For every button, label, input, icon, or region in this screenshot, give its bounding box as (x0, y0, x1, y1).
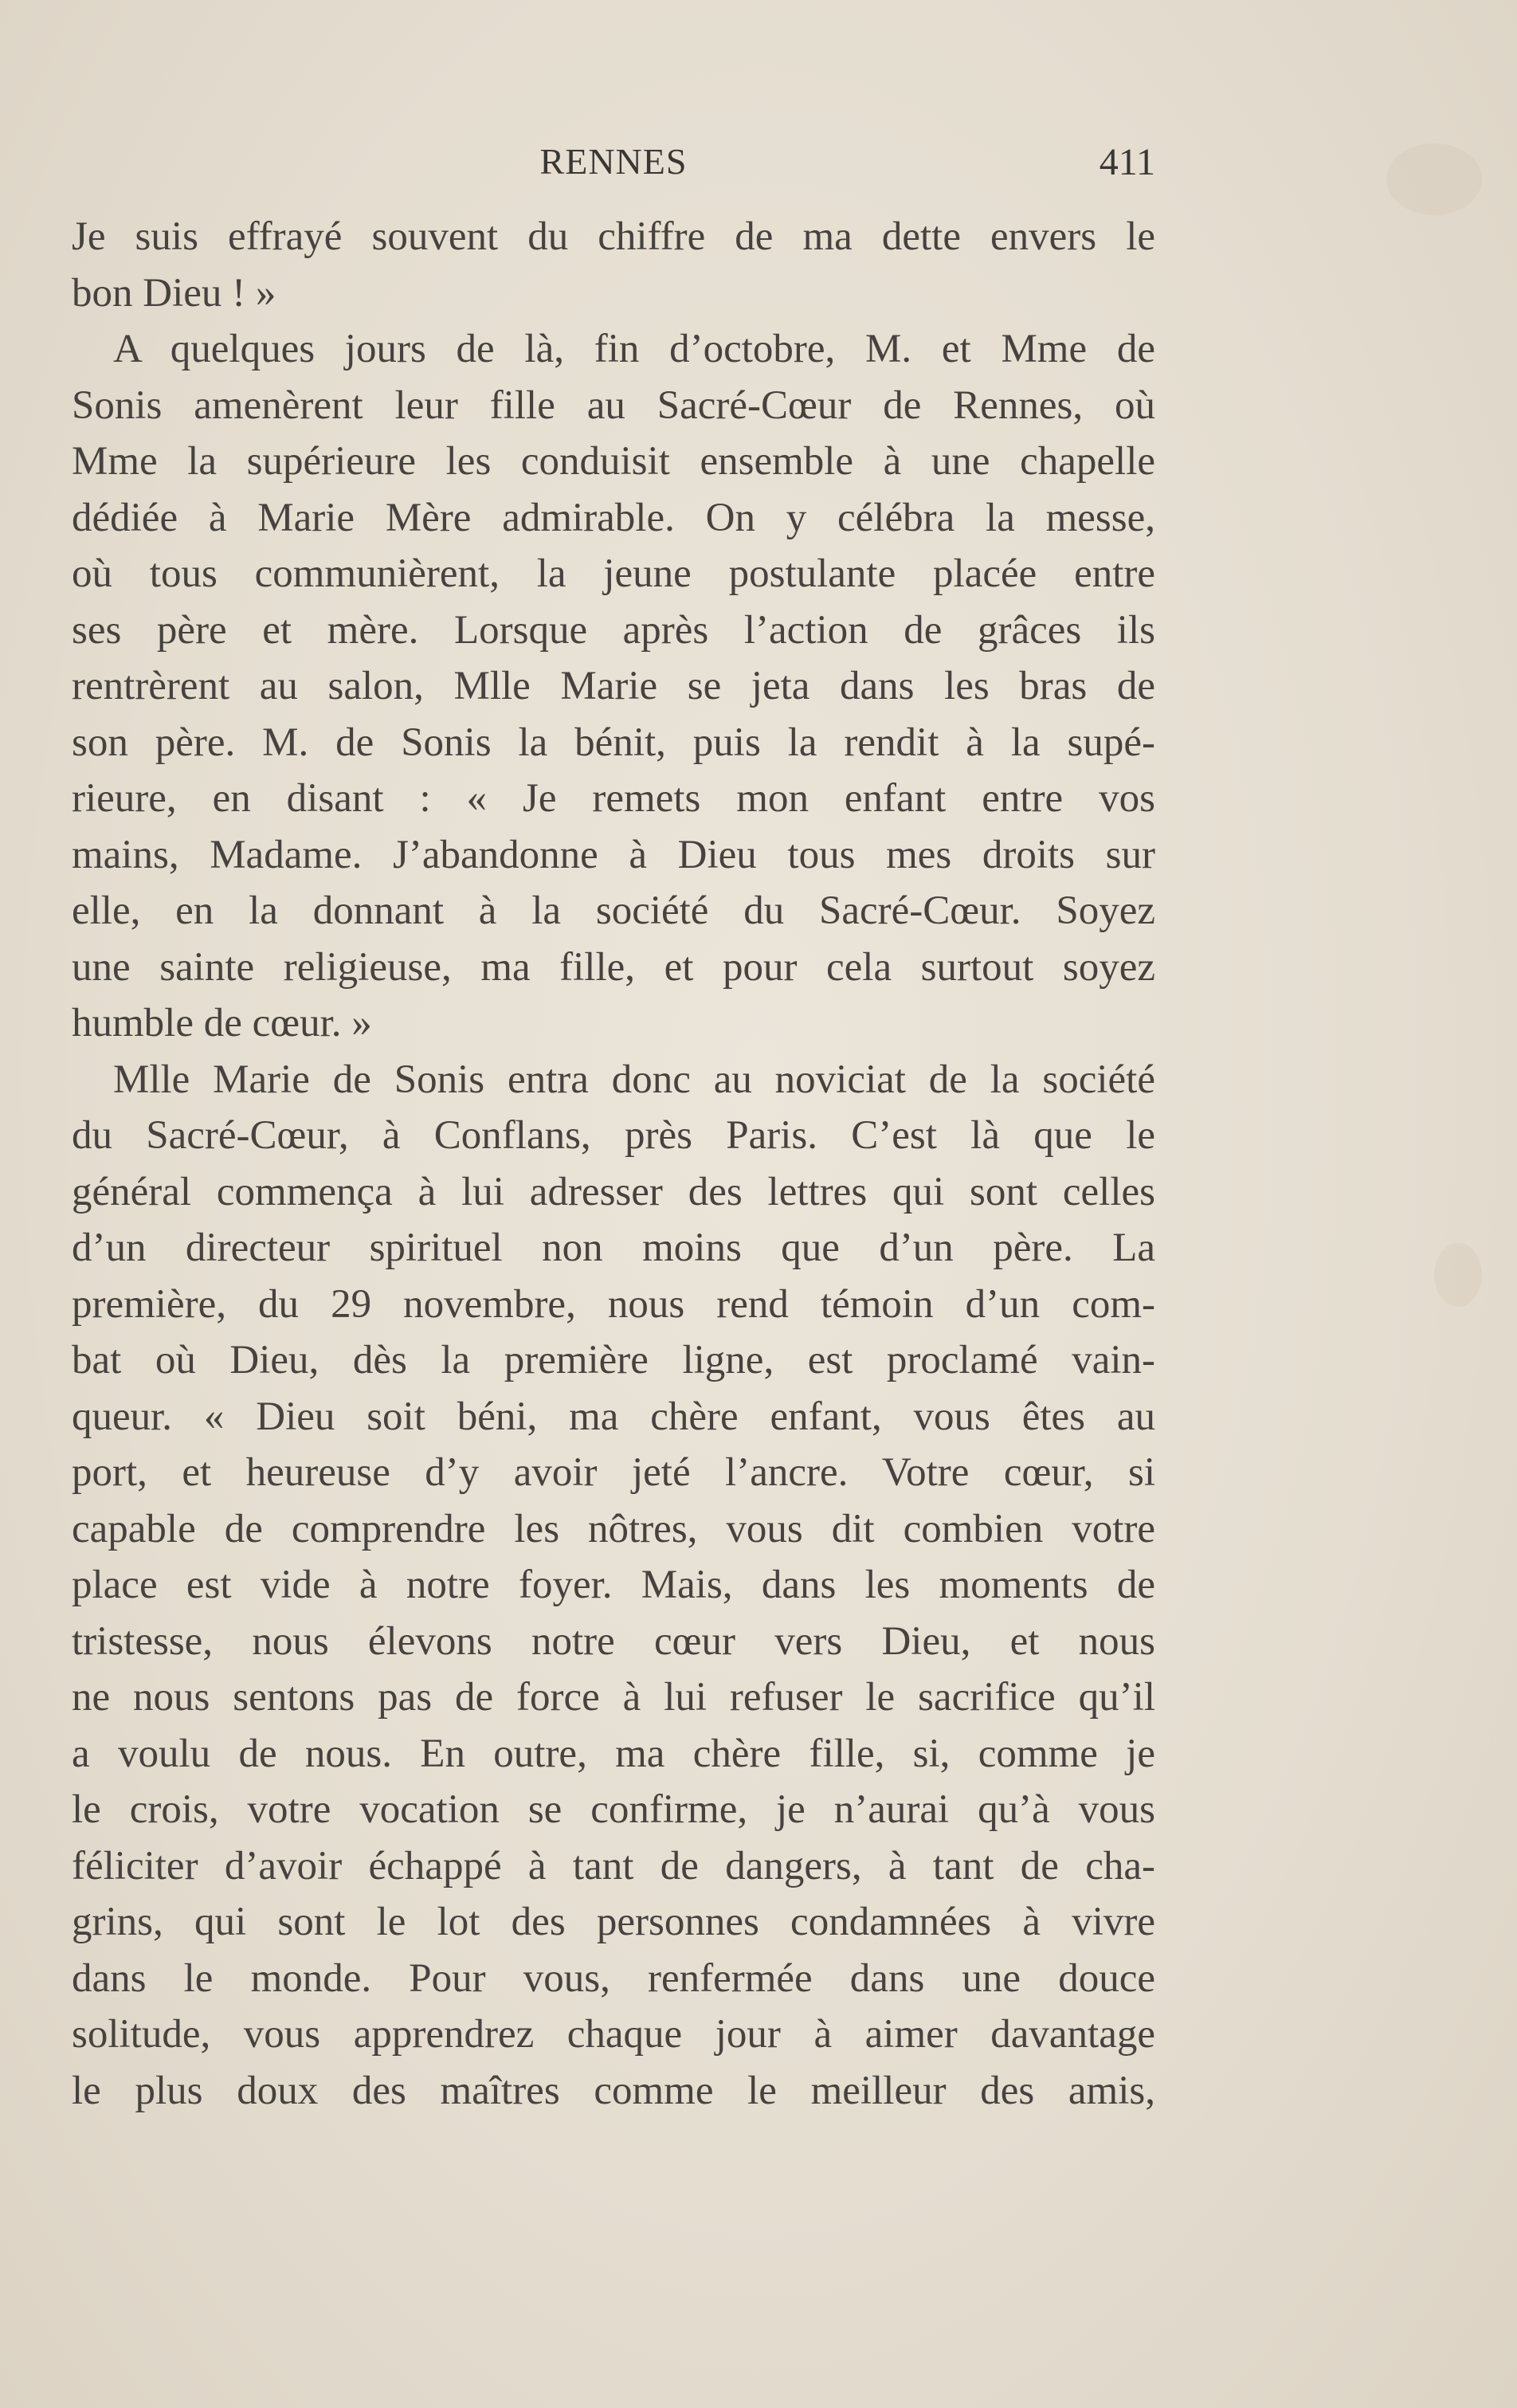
text-line: grins, qui sont le lot des personnes condamnées à vivre (72, 1900, 1155, 1944)
text-line: ne nous sentons pas de force à lui refuser le sacrifice qu’il (72, 1675, 1155, 1720)
text-line: une sainte religieuse, ma fille, et pour cela surtout soyez (72, 944, 1155, 990)
page-header (72, 137, 1155, 193)
page-number: 411 (1099, 141, 1155, 183)
text-line: capable de comprendre les nôtres, vous dit combien votre (72, 1506, 1155, 1551)
text-line: le plus doux des maîtres comme le meilleur des amis, (72, 2068, 1155, 2113)
text-line: Je suis effrayé souvent du chiffre de ma dette envers le (72, 214, 1155, 259)
text-line: Mlle Marie de Sonis entra donc au noviciat de la société (113, 1057, 1155, 1102)
text-line: dédiée à Marie Mère admirable. On y célébra la messe, (72, 495, 1155, 540)
text-line: mains, Madame. J’abandonne à Dieu tous mes droits sur (72, 832, 1155, 877)
text-line: le crois, votre vocation se confirme, je n’aurai qu’à vous (72, 1787, 1155, 1832)
text-line: bat où Dieu, dès la première ligne, est proclamé vain- (72, 1338, 1155, 1382)
paragraph (72, 321, 1155, 1052)
text-line: queur. « Dieu soit béni, ma chère enfant, vous êtes au (72, 1394, 1155, 1439)
text-line: port, et heureuse d’y avoir jeté l’ancre. Votre cœur, si (72, 1450, 1155, 1495)
text-line: bon Dieu ! » (72, 270, 276, 316)
text-line: où tous communièrent, la jeune postulante placée entre (72, 551, 1155, 596)
text-line: solitude, vous apprendrez chaque jour à aimer davantage (72, 2012, 1155, 2057)
text-line: a voulu de nous. En outre, ma chère fille, si, comme je (72, 1731, 1155, 1776)
text-line: elle, en la donnant à la société du Sacré-Cœur. Soyez (72, 888, 1155, 933)
text-line: rentrèrent au salon, Mlle Marie se jeta dans les bras de (72, 664, 1155, 708)
running-title: RENNES (539, 141, 688, 182)
text-line: humble de cœur. » (72, 1001, 372, 1045)
text-line: son père. M. de Sonis la bénit, puis la rendit à la supé- (72, 720, 1155, 765)
text-line: féliciter d’avoir échappé à tant de dangers, à tant de cha- (72, 1843, 1155, 1888)
paper-stain (1434, 1243, 1482, 1307)
text-line: dans le monde. Pour vous, renfermée dans une douce (72, 1955, 1155, 2001)
text-line: tristesse, nous élevons notre cœur vers Dieu, et nous (72, 1618, 1155, 1664)
text-line: Sonis amenèrent leur fille au Sacré-Cœur de Rennes, où (72, 382, 1155, 428)
text-line: du Sacré-Cœur, à Conflans, près Paris. C’est là que le (72, 1113, 1155, 1158)
body-text (72, 209, 1155, 2119)
text-line: rieure, en disant : « Je remets mon enfant entre vos (72, 776, 1155, 821)
paragraph (72, 1052, 1155, 2120)
text-line: première, du 29 novembre, nous rend témoin d’un com- (72, 1281, 1155, 1327)
text-line: ses père et mère. Lorsque après l’action de grâces ils (72, 607, 1155, 653)
paragraph (72, 209, 1155, 321)
text-line: général commença à lui adresser des lettres qui sont celles (72, 1169, 1155, 1214)
text-line: Mme la supérieure les conduisit ensemble à une chapelle (72, 439, 1155, 484)
text-line: place est vide à notre foyer. Mais, dans les moments de (72, 1563, 1155, 1607)
text-line: A quelques jours de là, fin d’octobre, M. et Mme de (113, 327, 1155, 371)
paper-stain (1386, 143, 1482, 215)
text-line: d’un directeur spirituel non moins que d’un père. La (72, 1226, 1155, 1270)
